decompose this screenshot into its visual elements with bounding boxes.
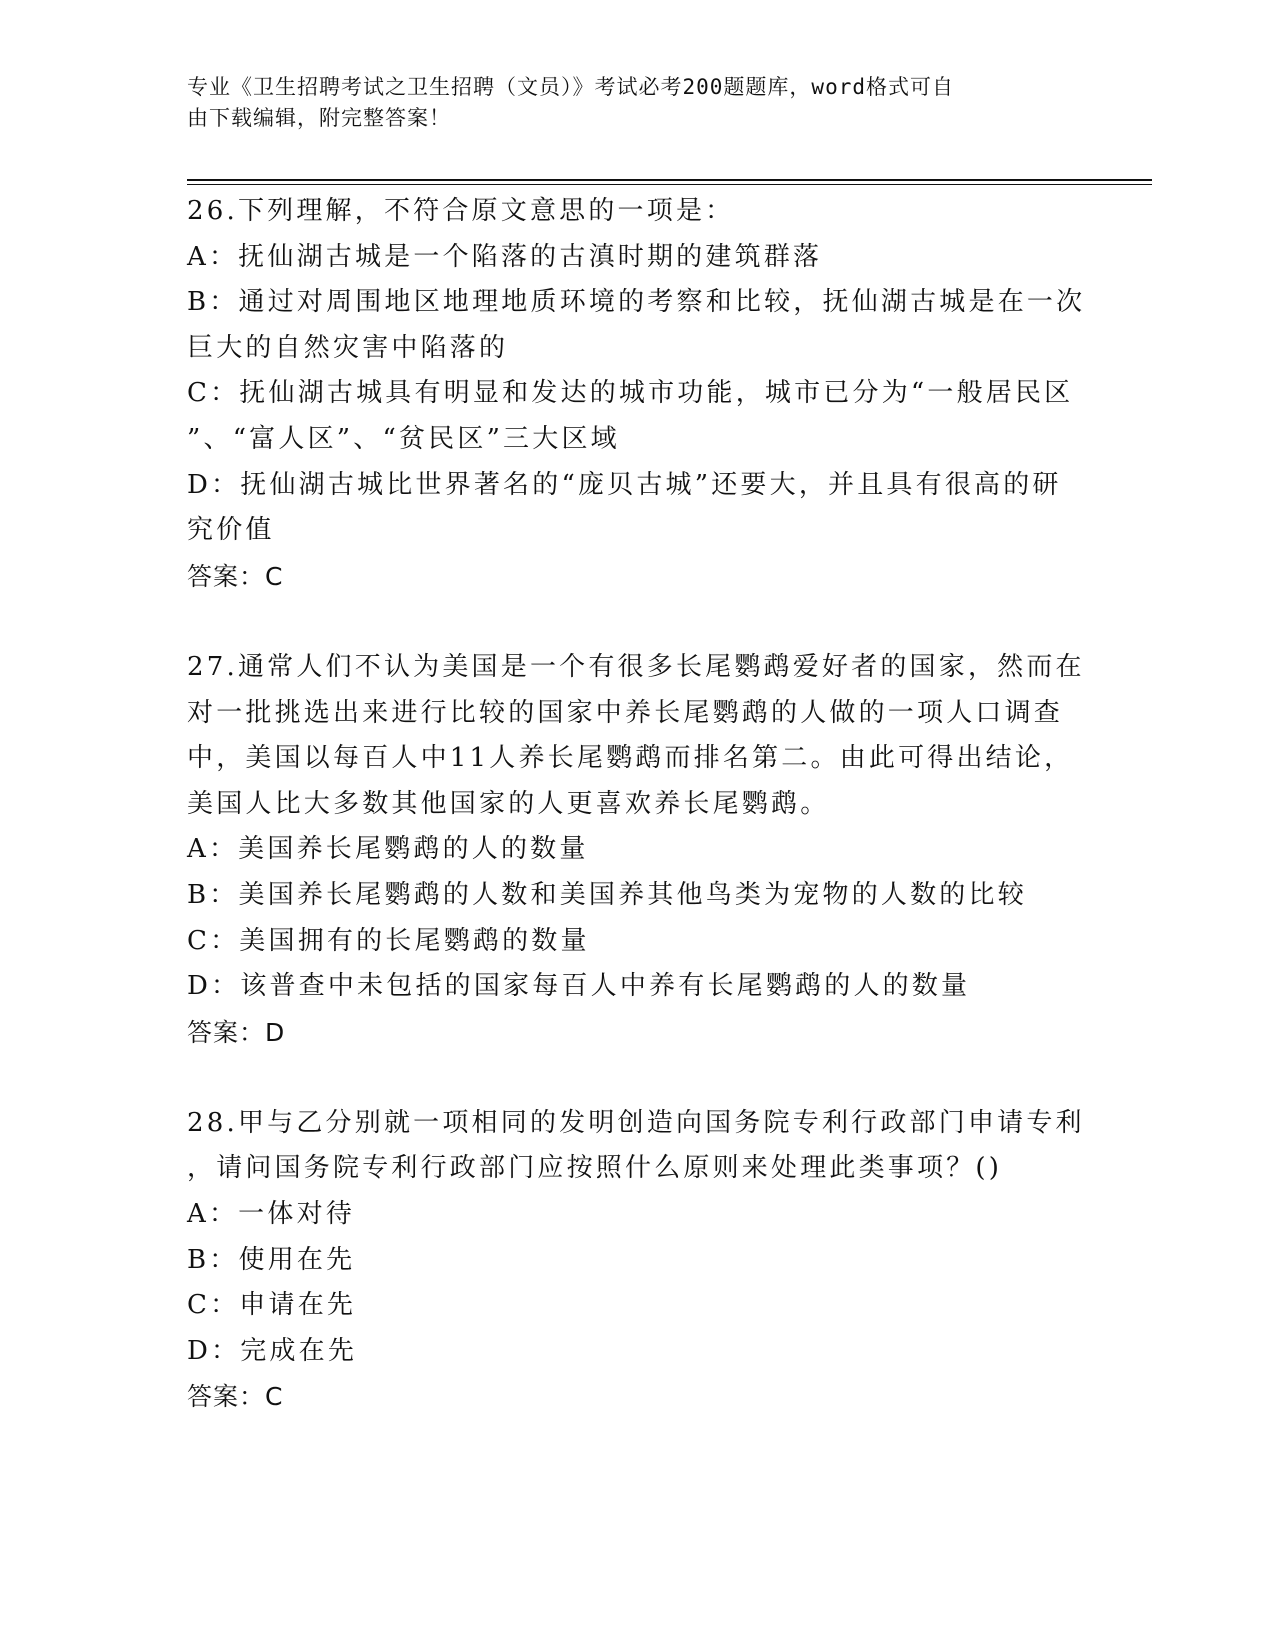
header-divider-thin (187, 184, 1152, 185)
option-d: D：该普查中未包括的国家每百人中养有长尾鹦鹉的人的数量 (187, 971, 971, 1002)
question-stem: 中，美国以每百人中11人养长尾鹦鹉而排名第二。由此可得出结论， (187, 743, 1074, 774)
option-c: C：美国拥有的长尾鹦鹉的数量 (187, 925, 590, 956)
option-a: A：抚仙湖古城是一个陷落的古滇时期的建筑群落 (187, 241, 823, 272)
option-c: C：申请在先 (187, 1290, 357, 1321)
document-header (187, 72, 1067, 134)
option-c: C：抚仙湖古城具有明显和发达的城市功能，城市已分为“一般居民区 (187, 378, 1074, 409)
question-28 (187, 1101, 1087, 1420)
header-divider-thick (187, 179, 1152, 181)
option-c-continued: ”、“富人区”、“贫民区”三大区域 (187, 423, 620, 454)
option-a: A：美国养长尾鹦鹉的人的数量 (187, 834, 589, 865)
option-a: A：一体对待 (187, 1199, 355, 1230)
answer-key: 答案：C (187, 561, 284, 591)
question-spacer (187, 1055, 1087, 1101)
header-line: 专业《卫生招聘考试之卫生招聘（文员）》考试必考200题题库，word格式可自 (187, 75, 954, 99)
question-list (187, 189, 1087, 1420)
option-b: B：美国养长尾鹦鹉的人数和美国养其他鸟类为宠物的人数的比较 (187, 879, 1027, 910)
header-line: 由下载编辑，附完整答案！ (187, 106, 451, 130)
option-d: D：完成在先 (187, 1335, 358, 1366)
question-stem: ，请问国务院专利行政部门应按照什么原则来处理此类事项？() (187, 1153, 1003, 1184)
question-27 (187, 645, 1087, 1055)
question-stem: 美国人比大多数其他国家的人更喜欢养长尾鹦鹉。 (187, 788, 830, 819)
question-stem: 26.下列理解，不符合原文意思的一项是： (187, 196, 735, 226)
question-26 (187, 189, 1087, 599)
question-spacer (187, 599, 1087, 645)
question-stem: 28.甲与乙分别就一项相同的发明创造向国务院专利行政部门申请专利 (187, 1107, 1085, 1138)
question-stem: 对一批挑选出来进行比较的国家中养长尾鹦鹉的人做的一项人口调查 (187, 697, 1064, 728)
answer-key: 答案：C (187, 1382, 284, 1412)
answer-key: 答案：D (187, 1017, 286, 1047)
option-b-continued: 巨大的自然灾害中陷落的 (187, 332, 509, 363)
option-d: D：抚仙湖古城比世界著名的“庞贝古城”还要大，并且具有很高的研 (187, 469, 1062, 500)
option-b: B：使用在先 (187, 1244, 356, 1275)
option-b: B：通过对周围地区地理地质环境的考察和比较，抚仙湖古城是在一次 (187, 287, 1086, 318)
option-d-continued: 究价值 (187, 515, 275, 546)
question-stem: 27.通常人们不认为美国是一个有很多长尾鹦鹉爱好者的国家，然而在 (187, 651, 1085, 682)
